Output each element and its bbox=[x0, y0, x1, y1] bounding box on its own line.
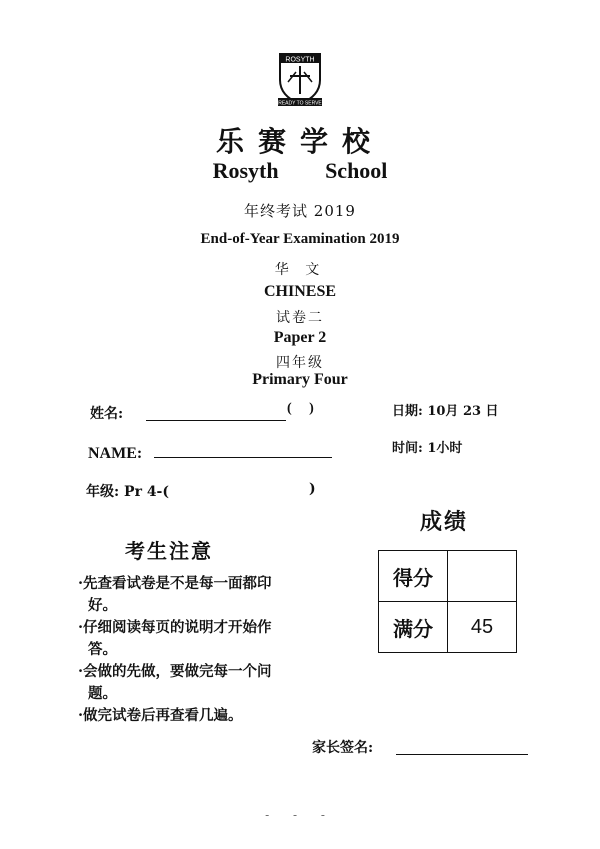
table-row bbox=[379, 551, 517, 602]
full-score-value: 45 bbox=[448, 602, 517, 653]
notice-title: 考生注意 bbox=[125, 539, 213, 563]
subject-english: CHINESE bbox=[263, 283, 337, 300]
school-crest-icon bbox=[276, 50, 324, 108]
obtained-score-label: 得分 bbox=[379, 551, 448, 602]
parent-signature-field[interactable] bbox=[396, 754, 528, 755]
class-label: 年级: Pr 4-( bbox=[86, 484, 169, 500]
school-name-english: Rosyth School bbox=[212, 158, 388, 183]
class-close-paren: ) bbox=[309, 481, 316, 497]
svg-text:READY TO SERVE: READY TO SERVE bbox=[278, 100, 322, 107]
score-table bbox=[378, 550, 517, 653]
parent-signature-label: 家长签名: bbox=[312, 740, 374, 756]
notice-item: ·会做的先做，要做完每一个问题。 bbox=[78, 663, 272, 702]
obtained-score-field[interactable] bbox=[448, 551, 517, 602]
level-english: Primary Four bbox=[252, 371, 348, 388]
full-score-label: 满分 bbox=[379, 602, 448, 653]
notice-item: ·先查看试卷是不是每一面都印好。 bbox=[78, 575, 272, 614]
paper-chinese: 试卷二 bbox=[276, 310, 324, 326]
score-title: 成绩 bbox=[420, 509, 469, 535]
subject-chinese: 华 文 bbox=[274, 262, 326, 278]
page-footer: - - - bbox=[265, 808, 335, 822]
notice-item: ·做完试卷后再查看几遍。 bbox=[78, 707, 243, 724]
level-chinese: 四年级 bbox=[276, 355, 324, 371]
table-row bbox=[379, 602, 517, 653]
name-en-field[interactable] bbox=[154, 457, 332, 458]
school-name-chinese: 乐赛学校 bbox=[215, 125, 384, 158]
notice-list bbox=[78, 573, 293, 727]
name-cn-label: 姓名: bbox=[90, 406, 124, 422]
notice-item: ·仔细阅读每页的说明才开始作答。 bbox=[78, 619, 272, 658]
name-cn-field[interactable] bbox=[146, 420, 286, 421]
name-en-label: NAME: bbox=[88, 445, 143, 462]
exam-title-chinese: 年终考试 2019 bbox=[244, 202, 356, 220]
svg-text:ROSYTH: ROSYTH bbox=[285, 56, 315, 64]
exam-duration: 时间: 1小时 bbox=[392, 441, 463, 456]
exam-date: 日期: 10月 23 日 bbox=[392, 404, 499, 419]
index-number-field[interactable]: ( ) bbox=[287, 401, 314, 416]
exam-title-english: End-of-Year Examination 2019 bbox=[200, 231, 400, 247]
paper-english: Paper 2 bbox=[273, 329, 327, 346]
